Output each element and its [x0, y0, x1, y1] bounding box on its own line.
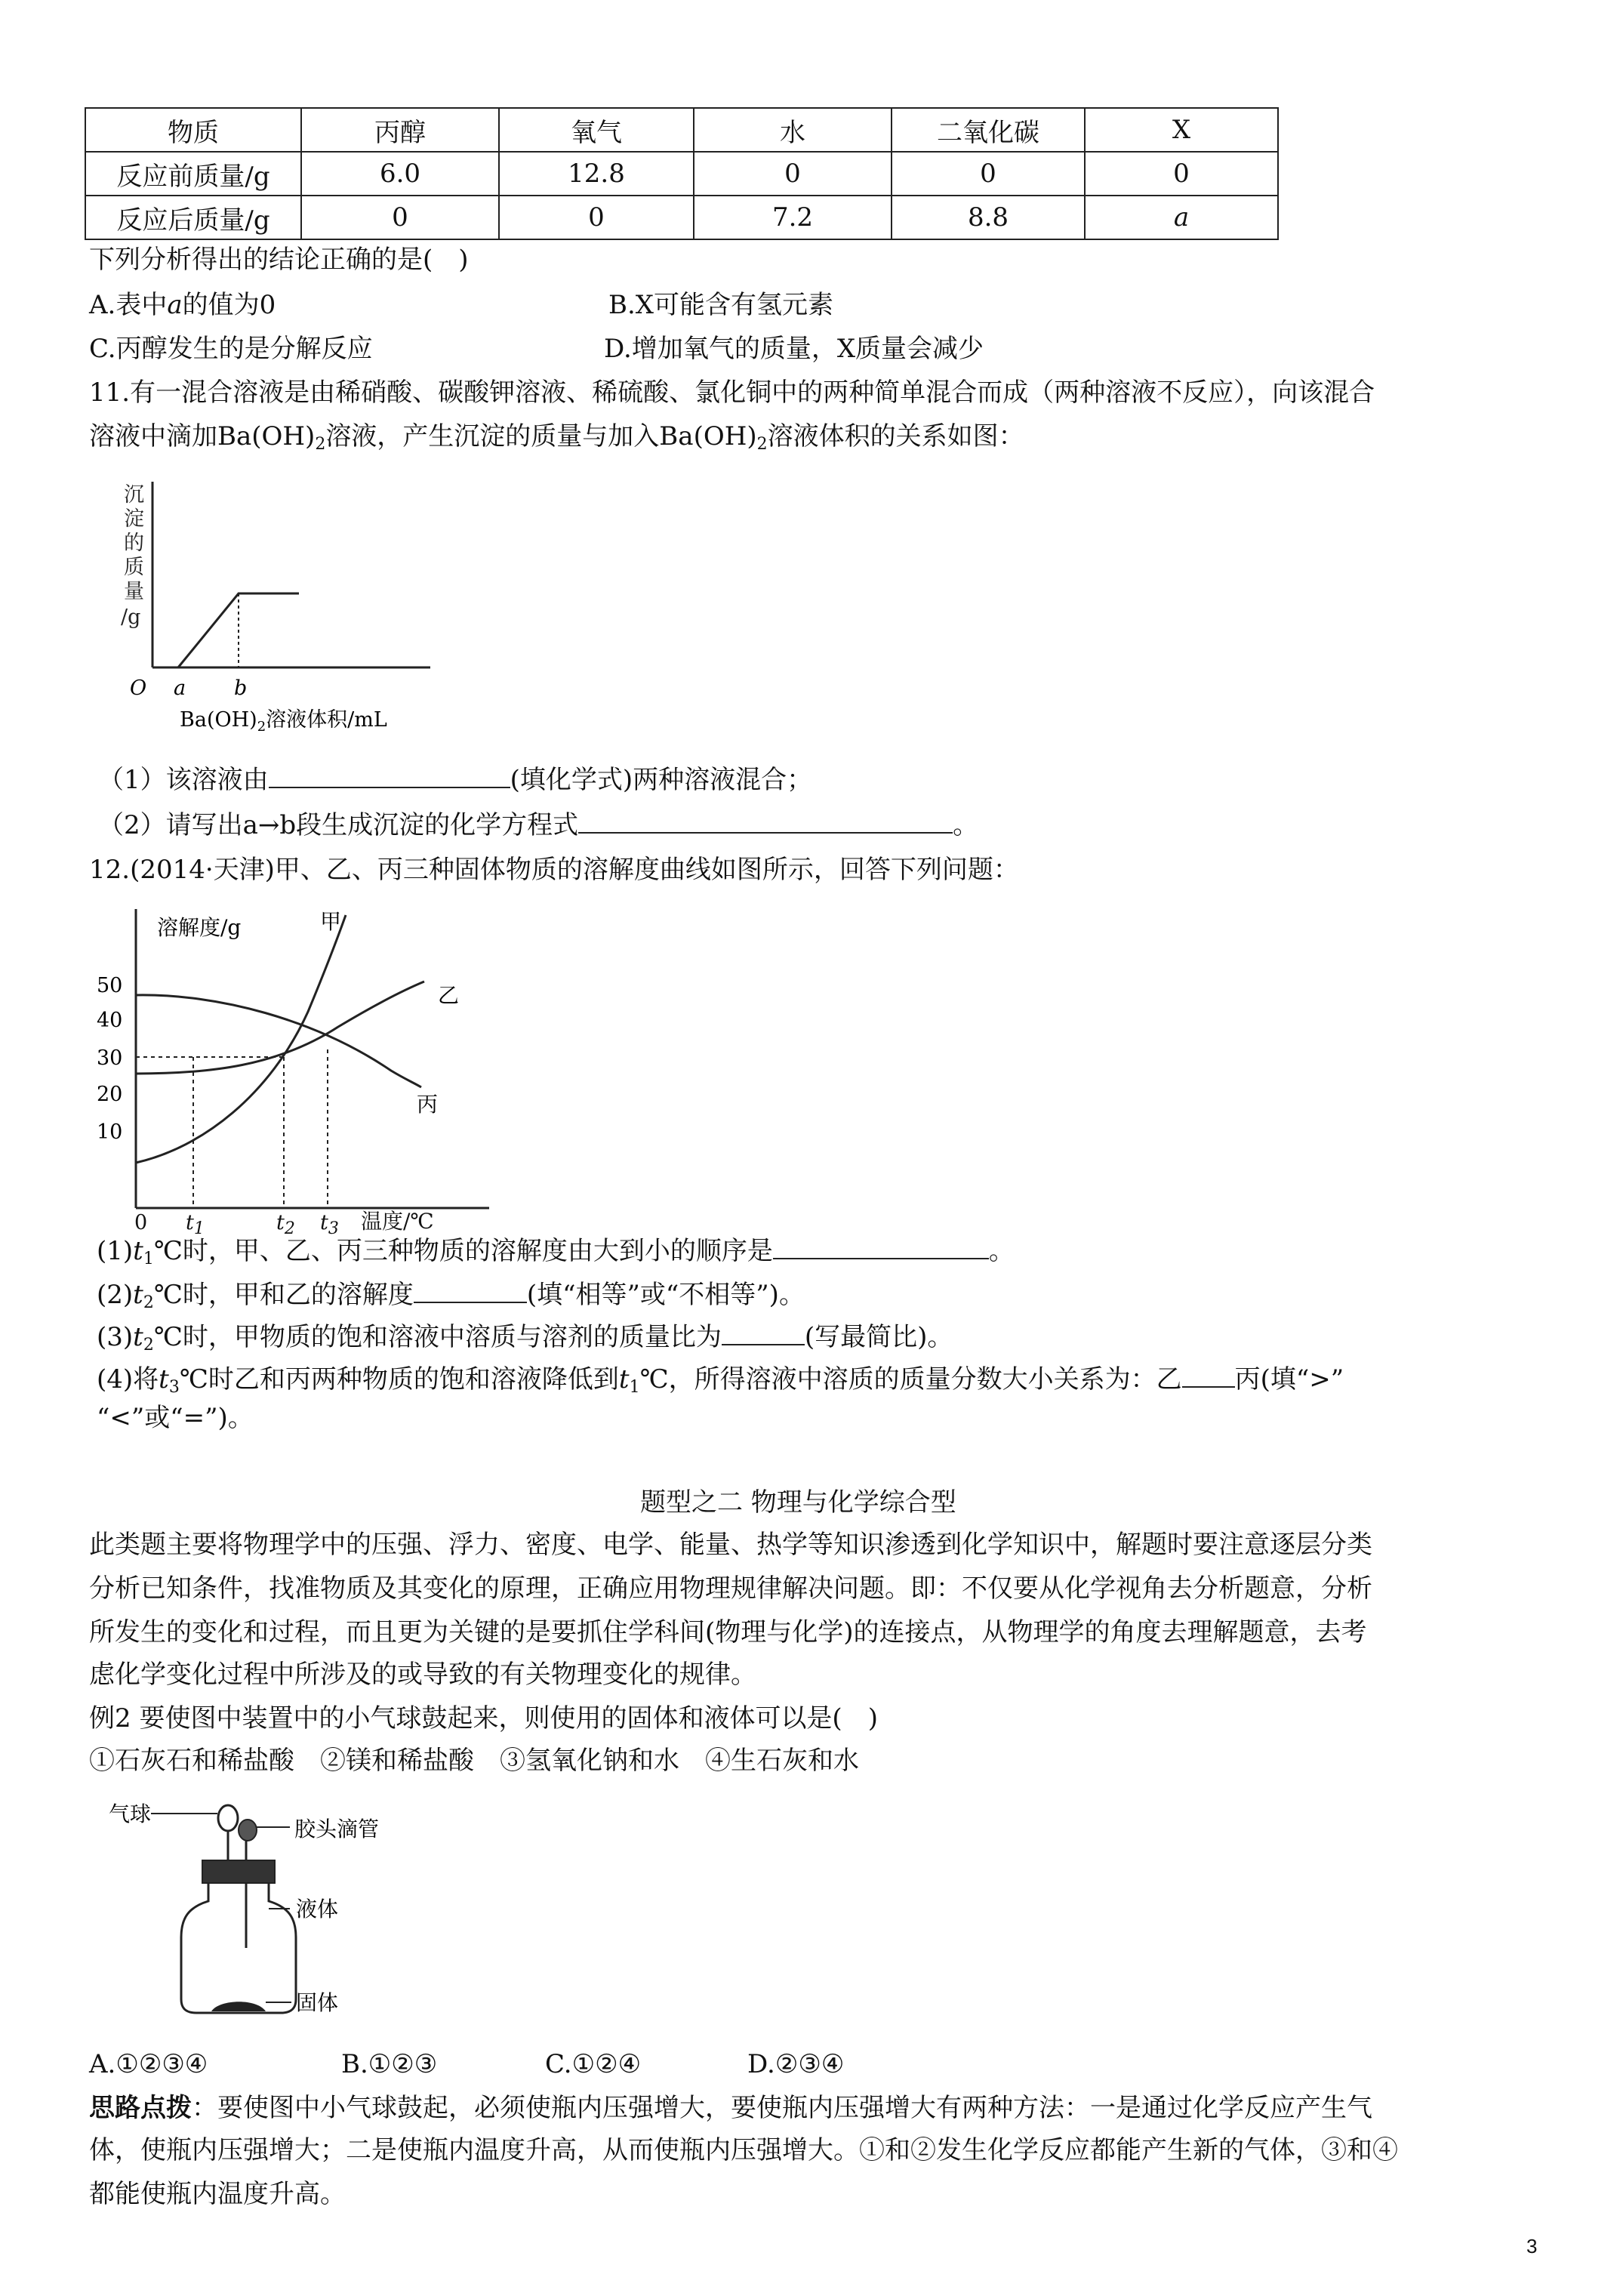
- origin-label: 0: [134, 1211, 148, 1234]
- text-span: t: [186, 1211, 194, 1234]
- solid-label: 固体: [296, 1990, 339, 2015]
- option-d: D.②③④: [747, 2049, 845, 2079]
- table-header-cell: 物质: [85, 108, 301, 152]
- answer-blank[interactable]: [269, 760, 510, 788]
- origin-label: O: [130, 676, 147, 700]
- q12-sub4: [97, 1359, 1344, 1404]
- y-label-char: 质: [124, 556, 144, 579]
- example2-items: ①石灰石和稀盐酸 ②镁和稀盐酸 ③氢氧化钠和水 ④生石灰和水: [89, 1746, 859, 1776]
- q11-stem-line1: 11.有一混合溶液是由稀硝酸、碳酸钾溶液、稀硫酸、氯化铜中的两种简单混合而成（两种溶液不反应），向该混合: [89, 378, 1375, 408]
- table-header-row: [85, 108, 1278, 152]
- text-span: ℃，所得溶液中溶质的质量分数大小关系为：乙: [639, 1364, 1182, 1395]
- section-paragraph-line: 所发生的变化和过程，而且更为关键的是要抓住学科间(物理与化学)的连接点，从物理学的角度去理解题意，去考: [89, 1617, 1367, 1647]
- subscript: 2: [315, 435, 326, 454]
- option-a-variable: a: [167, 290, 183, 320]
- q12-stem: 12.(2014·天津)甲、乙、丙三种固体物质的溶解度曲线如图所示，回答下列问题：: [89, 855, 1019, 885]
- text-span: ℃时，甲物质的饱和溶液中溶质与溶剂的质量比为: [153, 1322, 722, 1352]
- example2-stem: 例2 要使图中装置中的小气球鼓起来，则使用的固体和液体可以是( ): [89, 1703, 878, 1734]
- solubility-graph: [89, 898, 497, 1216]
- subscript: 1: [629, 1378, 640, 1397]
- x-label-part: 溶液体积/mL: [266, 708, 387, 732]
- table-cell: 0: [1085, 152, 1278, 196]
- mass-table: [85, 107, 1279, 240]
- text-span: （2）请写出a→b段生成沉淀的化学方程式: [98, 810, 579, 840]
- subscript: 2: [143, 1336, 154, 1354]
- text-span: (2): [97, 1280, 134, 1310]
- y-axis-label: 溶解度/g: [157, 915, 242, 940]
- subscript: 3: [328, 1219, 339, 1238]
- table-cell: 8.8: [892, 196, 1085, 239]
- subscript: 1: [193, 1219, 205, 1238]
- table-header-cell: 二氧化碳: [892, 108, 1085, 152]
- apparatus-diagram: [106, 1797, 423, 2023]
- text-span: 。: [953, 810, 979, 840]
- series-label-bing: 丙: [417, 1092, 439, 1117]
- page-number: 3: [1526, 2235, 1538, 2257]
- y-label-char: 淀: [124, 507, 144, 531]
- table-header-cell: X: [1085, 108, 1278, 152]
- text-span: (写最简比)。: [804, 1322, 953, 1352]
- q10-option-c: C.丙醇发生的是分解反应: [89, 334, 373, 364]
- bottle: [181, 1883, 296, 2013]
- section-paragraph-line: 分析已知条件，找准物质及其变化的原理，正确应用物理规律解决问题。即：不仅要从化学视角去分析题意，分析: [89, 1573, 1372, 1604]
- text-span: (填“相等”或“不相等”)。: [526, 1280, 805, 1310]
- table-header-cell: 水: [694, 108, 892, 152]
- table-cell: 7.2: [694, 196, 892, 239]
- text-span: (填化学式)两种溶液混合；: [510, 765, 813, 795]
- text-span: 。: [988, 1236, 1015, 1266]
- y-label-char: /g: [121, 606, 141, 629]
- hint-line1: [89, 2091, 1372, 2125]
- dropper-bulb: [239, 1820, 257, 1841]
- subscript: 2: [143, 1293, 154, 1312]
- var-t: t: [133, 1322, 143, 1352]
- hint-line2: 体，使瓶内压强增大；二是使瓶内温度升高，从而使瓶内压强增大。①和②发生化学反应都能产生新的气体，③和④: [89, 2135, 1398, 2165]
- option-b: B.①②③: [341, 2049, 438, 2079]
- table-cell: a: [1085, 196, 1278, 239]
- balloon-shape: [218, 1805, 238, 1831]
- hint-line3: 都能使瓶内温度升高。: [89, 2179, 346, 2209]
- table-row: [85, 152, 1278, 196]
- q10-option-d: D.增加氧气的质量，X质量会减少: [604, 334, 984, 364]
- curve-jia: [136, 915, 346, 1163]
- q12-sub1: [97, 1231, 1015, 1276]
- table-cell: 0: [694, 152, 892, 196]
- table-header-cell: 丙醇: [301, 108, 499, 152]
- table-cell: 0: [892, 152, 1085, 196]
- y-tick-label: 40: [97, 1009, 123, 1032]
- table-cell: 12.8: [499, 152, 694, 196]
- x-label-subscript: 2: [257, 719, 266, 735]
- y-tick-label: 20: [97, 1083, 123, 1106]
- text-span: ℃时，甲、乙、丙三种物质的溶解度由大到小的顺序是: [153, 1236, 773, 1266]
- text-span: 溶液，产生沉淀的质量与加入Ba(OH): [325, 421, 757, 451]
- table-row: [85, 196, 1278, 239]
- q10-stem: 下列分析得出的结论正确的是( ): [89, 245, 469, 275]
- table-cell: 反应前质量/g: [85, 152, 301, 196]
- series-label-yi: 乙: [438, 983, 460, 1008]
- subscript: 3: [168, 1378, 180, 1397]
- var-t: t: [618, 1364, 630, 1395]
- answer-blank[interactable]: [722, 1317, 805, 1345]
- x-tick-b: b: [234, 676, 248, 700]
- option-a: A.①②③④: [89, 2049, 208, 2079]
- var-t: t: [133, 1280, 143, 1310]
- q11-sub1: [98, 760, 812, 797]
- text-span: （1）该溶液由: [98, 765, 269, 795]
- table-cell: 6.0: [301, 152, 499, 196]
- table-header-cell: 氧气: [499, 108, 694, 152]
- answer-blank[interactable]: [1182, 1359, 1235, 1388]
- table-cell: 反应后质量/g: [85, 196, 301, 239]
- y-label-char: 沉: [124, 483, 144, 507]
- answer-blank[interactable]: [578, 805, 953, 834]
- answer-blank[interactable]: [773, 1231, 989, 1259]
- text-span: 溶液中滴加Ba(OH): [89, 421, 316, 451]
- dropper-label: 胶头滴管: [294, 1817, 380, 1841]
- subscript: 2: [284, 1219, 295, 1238]
- option-c: C.①②④: [545, 2049, 642, 2079]
- text-span: ℃时乙和丙两种物质的饱和溶液降低到: [179, 1364, 619, 1395]
- section-paragraph-line: 此类题主要将物理学中的压强、浮力、密度、电学、能量、热学等知识渗透到化学知识中，解题时要注意逐层分类: [89, 1530, 1372, 1560]
- text-span: (1): [97, 1236, 134, 1266]
- hint-label: 思路点拨: [89, 2093, 192, 2123]
- liquid-label: 液体: [296, 1897, 339, 1922]
- q12-sub3: [97, 1317, 953, 1362]
- section-title: 题型之二 物理与化学综合型: [640, 1487, 956, 1518]
- answer-blank[interactable]: [414, 1274, 527, 1303]
- q10-option-a: [89, 288, 276, 322]
- text-span: ℃时，甲和乙的溶解度: [153, 1280, 414, 1310]
- stopper: [202, 1860, 275, 1883]
- y-label-char: 量: [124, 580, 144, 603]
- q12-sub4-line2: “<”或“=”)。: [97, 1403, 254, 1433]
- y-tick-label: 50: [97, 974, 123, 997]
- var-t: t: [133, 1236, 143, 1266]
- text-span: (4)将: [97, 1364, 159, 1395]
- q11-stem-line2: [89, 420, 1024, 461]
- q10-option-b: B.X可能含有氢元素: [608, 290, 833, 320]
- y-label-char: 的: [124, 532, 144, 555]
- text-span: 丙(填“>”: [1234, 1364, 1344, 1395]
- x-tick-a: a: [174, 676, 186, 700]
- q11-sub2: [98, 805, 978, 842]
- y-tick-labels: [97, 974, 122, 1144]
- balloon-label: 气球: [109, 1801, 152, 1826]
- text-span: (3): [97, 1322, 134, 1352]
- solid-pile: [211, 2002, 266, 2011]
- option-a-text: A.表中: [89, 290, 168, 320]
- text-span: 溶液体积的关系如图：: [767, 421, 1024, 451]
- series-label-jia: 甲: [320, 909, 342, 934]
- q12-sub2: [97, 1274, 805, 1320]
- y-tick-label: 10: [97, 1120, 123, 1144]
- x-axis-label: 温度/℃: [361, 1209, 434, 1234]
- var-t: t: [159, 1364, 169, 1395]
- y-tick-label: 30: [97, 1046, 123, 1070]
- text-span: t: [320, 1211, 328, 1234]
- x-axis-label: [180, 708, 387, 735]
- text-span: ：要使图中小气球鼓起，必须使瓶内压强增大，要使瓶内压强增大有两种方法：一是通过化学反应产生气: [192, 2093, 1372, 2123]
- table-cell: 0: [301, 196, 499, 239]
- option-a-text: 的值为0: [182, 290, 276, 320]
- subscript: 2: [756, 435, 768, 454]
- x-label-part: Ba(OH): [180, 708, 257, 732]
- section-paragraph-line: 虑化学变化过程中所涉及的或导致的有关物理变化的规律。: [89, 1660, 756, 1690]
- precipitate-graph: [113, 476, 460, 747]
- subscript: 1: [143, 1250, 154, 1268]
- text-span: t: [276, 1211, 285, 1234]
- table-cell: 0: [499, 196, 694, 239]
- y-axis-label: [121, 483, 144, 629]
